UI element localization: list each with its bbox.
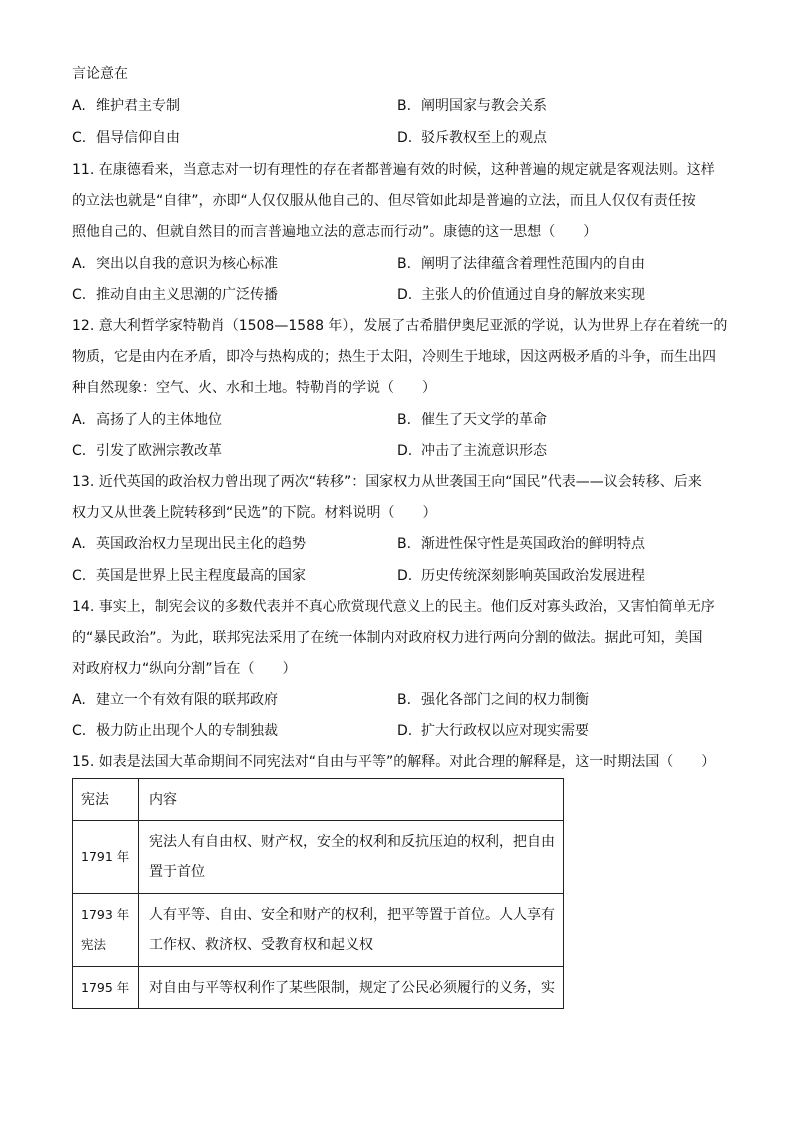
option-text: 突出以自我的意识为核心标准: [96, 256, 278, 272]
option-text: 催生了天文学的革命: [421, 412, 547, 428]
table-cell-text: 1793 年宪法: [81, 907, 130, 952]
q13-option-c[interactable]: [72, 566, 306, 586]
q11-stem-line-2: 的立法也就是“自律”，亦即“人仅仅服从他自己的、但尽管如此却是普遍的立法，而且人仅仅有责任按: [72, 193, 696, 209]
q12-stem-line-2: 物质，它是由内在矛盾，即冷与热构成的；热生于太阳，冷则生于地球，因这两极矛盾的斗争，而生出四: [72, 349, 716, 365]
option-text: 阐明了法律蕴含着理性范围内的自由: [421, 256, 645, 272]
option-letter: B.: [397, 256, 412, 272]
option-text: 历史传统深刻影响英国政治发展进程: [421, 568, 645, 584]
q13-option-b[interactable]: [397, 534, 645, 554]
q13-stem-line-2: 权力又从世袭上院转移到“民选”的下院。材料说明（ ）: [72, 505, 437, 521]
option-letter: B.: [397, 536, 412, 552]
option-text: 英国政治权力呈现出民主化的趋势: [96, 536, 306, 552]
option-text: 阐明国家与教会关系: [421, 98, 547, 114]
q11-option-d[interactable]: [397, 285, 645, 305]
q10-option-a[interactable]: [72, 96, 180, 116]
table-cell-year: 1795 年: [73, 967, 139, 1009]
option-letter: C.: [72, 130, 87, 146]
option-text: 倡导信仰自由: [96, 130, 180, 146]
q13-option-a[interactable]: [72, 534, 306, 554]
q11-option-b[interactable]: [397, 254, 645, 274]
q12-option-c[interactable]: [72, 441, 222, 461]
q14-option-c[interactable]: [72, 721, 278, 741]
option-letter: D.: [397, 443, 413, 459]
q10-option-d[interactable]: [397, 128, 547, 148]
q12-option-d[interactable]: [397, 441, 547, 461]
option-letter: C.: [72, 443, 87, 459]
option-letter: C.: [72, 723, 87, 739]
option-letter: D.: [397, 723, 413, 739]
q13-stem-line-1: 13. 近代英国的政治权力曾出现了两次“转移”：国家权力从世袭国王向“国民”代表——议会转移、后来: [72, 474, 702, 490]
table-cell-content: [139, 894, 564, 967]
option-letter: A.: [72, 256, 86, 272]
table-cell-text: 宪法人有自由权、财产权，安全的权利和反抗压迫的权利，把自由置于首位: [149, 834, 555, 880]
option-text: 强化各部门之间的权力制衡: [421, 692, 589, 708]
q11-option-a[interactable]: [72, 254, 278, 274]
table-row: [73, 821, 564, 894]
option-text: 渐进性保守性是英国政治的鲜明特点: [421, 536, 645, 552]
option-text: 引发了欧洲宗教改革: [96, 443, 222, 459]
q14-stem-line-3: 对政府权力“纵向分割”旨在（ ）: [72, 661, 297, 677]
constitution-table: [72, 778, 564, 1009]
option-text: 扩大行政权以应对现实需要: [421, 723, 589, 739]
option-letter: A.: [72, 692, 86, 708]
q14-option-d[interactable]: [397, 721, 589, 741]
q14-stem-line-1: 14. 事实上，制宪会议的多数代表并不真心欣赏现代意义上的民主。他们反对寡头政治，又害怕简单无序: [72, 599, 715, 615]
q12-stem-line-3: 种自然现象：空气、火、水和土地。特勒肖的学说（ ）: [72, 380, 436, 396]
option-letter: C.: [72, 568, 87, 584]
option-letter: D.: [397, 287, 413, 303]
option-text: 极力防止出现个人的专制独裁: [96, 723, 278, 739]
q10-stem-tail: 言论意在: [72, 66, 128, 82]
table-cell-text: 人有平等、自由、安全和财产的权利，把平等置于首位。人人享有工作权、救济权、受教育权和起义权: [149, 907, 555, 953]
option-text: 英国是世界上民主程度最高的国家: [96, 568, 306, 584]
table-header-cell: 内容: [139, 779, 564, 821]
option-text: 推动自由主义思潮的广泛传播: [96, 287, 278, 303]
q12-option-a[interactable]: [72, 410, 222, 430]
table-cell-content: [139, 967, 564, 1009]
option-letter: B.: [397, 98, 412, 114]
q11-stem-line-3: 照他自己的、但就自然目的而言普遍地立法的意志而行动”。康德的这一思想（ ）: [72, 224, 598, 240]
option-letter: A.: [72, 412, 86, 428]
table-row: [73, 967, 564, 1009]
table-cell-text: 对自由与平等权利作了某些限制，规定了公民必须履行的义务，实: [149, 979, 555, 996]
option-text: 建立一个有效有限的联邦政府: [96, 692, 278, 708]
table-cell-content: [139, 821, 564, 894]
table-header-row: [73, 779, 564, 821]
option-letter: A.: [72, 98, 86, 114]
q12-stem-line-1: 12. 意大利哲学家特勒肖（1508—1588 年），发展了古希腊伊奥尼亚派的学说，认为世界上存在着统一的: [72, 318, 728, 334]
option-letter: D.: [397, 568, 413, 584]
q14-option-a[interactable]: [72, 690, 278, 710]
table-row: [73, 894, 564, 967]
option-letter: C.: [72, 287, 87, 303]
option-text: 维护君主专制: [96, 98, 180, 114]
option-text: 主张人的价值通过自身的解放来实现: [421, 287, 645, 303]
q11-option-c[interactable]: [72, 285, 278, 305]
option-letter: A.: [72, 536, 86, 552]
option-letter: B.: [397, 692, 412, 708]
q14-option-b[interactable]: [397, 690, 589, 710]
table-header-cell: 宪法: [73, 779, 139, 821]
q15-stem: 15. 如表是法国大革命期间不同宪法对“自由与平等”的解释。对此合理的解释是，这一时期法国（ ）: [72, 754, 716, 770]
q12-option-b[interactable]: [397, 410, 547, 430]
q14-stem-line-2: 的“暴民政治”。为此，联邦宪法采用了在统一体制内对政府权力进行两向分割的做法。据此可知，美国: [72, 630, 703, 646]
q10-option-b[interactable]: [397, 96, 547, 116]
option-text: 驳斥教权至上的观点: [421, 130, 547, 146]
table-cell-year: [73, 894, 139, 967]
option-letter: B.: [397, 412, 412, 428]
q13-option-d[interactable]: [397, 566, 645, 586]
option-letter: D.: [397, 130, 413, 146]
q10-option-c[interactable]: [72, 128, 180, 148]
q11-stem-line-1: 11. 在康德看来，当意志对一切有理性的存在者都普遍有效的时候，这种普遍的规定就是客观法则。这样: [72, 162, 715, 178]
table-cell-year: 1791 年: [73, 821, 139, 894]
option-text: 冲击了主流意识形态: [421, 443, 547, 459]
option-text: 高扬了人的主体地位: [96, 412, 222, 428]
